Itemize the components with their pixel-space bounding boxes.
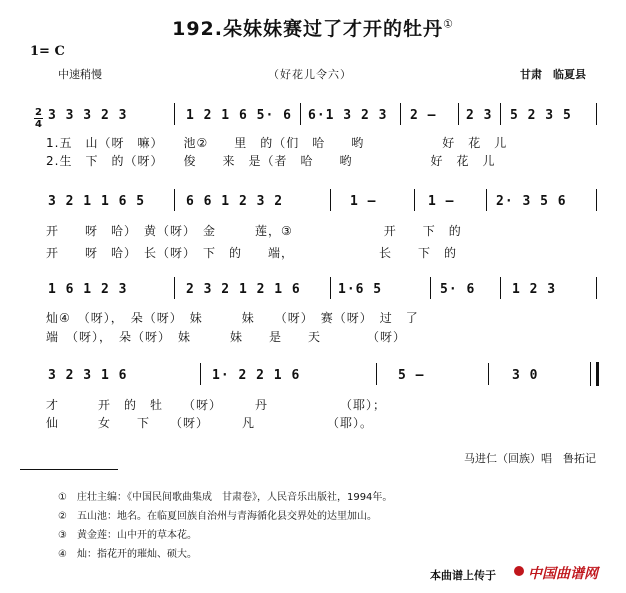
- measure-6: 5 2 3 5: [510, 108, 572, 123]
- lyric-verse-2: 开 呀 哈） 长（呀） 下 的 端， 长 下 的: [46, 246, 458, 260]
- tempo-marking: 中速稍慢: [58, 68, 102, 81]
- performer-credit: 马进仁（回族）唱 鲁拓记: [464, 452, 596, 465]
- measure-18: 1· 2 2 1 6: [212, 368, 301, 383]
- measure-11: 2· 3 5 6: [496, 194, 567, 209]
- footnote-1: ① 庄壮主编：《中国民间歌曲集成 甘肃卷》，人民音乐出版社，1994年。: [58, 492, 393, 503]
- measure-15: 5· 6: [440, 282, 476, 297]
- time-signature: 2 4: [35, 107, 42, 130]
- song-origin: 甘肃 临夏县: [520, 68, 586, 81]
- measure-7: 3 2 1 1 6 5: [48, 194, 146, 209]
- measure-5: 2 3: [466, 108, 493, 123]
- measure-16: 1 2 3: [512, 282, 557, 297]
- measure-9: 1 –: [350, 194, 377, 209]
- measure-17: 3 2 3 1 6: [48, 368, 128, 383]
- lyric-verse-1: 才 开 的 牡 （呀） 丹 （耶）；: [46, 398, 387, 412]
- measure-12: 1 6 1 2 3: [48, 282, 128, 297]
- footnote-3: ③ 黄金莲：山中开的草本花。: [58, 530, 197, 541]
- measure-3: 6·1 3 2 3: [308, 108, 388, 123]
- lyric-verse-2: 仙 女 下 （呀） 凡 （耶）。: [46, 416, 374, 430]
- upload-notice: 本曲谱上传于: [430, 569, 496, 582]
- measure-1: 3 3 3 2 3: [48, 108, 128, 123]
- measure-19: 5 –: [398, 368, 425, 383]
- site-logo[interactable]: 中国曲谱网: [528, 566, 598, 582]
- measure-2: 1 2 1 6 5· 6: [186, 108, 292, 123]
- site-logo-icon: [514, 566, 524, 576]
- measure-13: 2 3 2 1 2 1 6: [186, 282, 301, 297]
- footnote-divider: [20, 469, 118, 470]
- lyric-verse-2: 端 （呀）， 朵（呀） 妹 妹 是 天 （呀）: [46, 330, 407, 344]
- key-signature: 1= C: [30, 44, 65, 59]
- measure-10: 1 –: [428, 194, 455, 209]
- tune-name: （好花儿令六）: [268, 68, 352, 81]
- lyric-verse-2: 2.生 下 的（呀） 俊 来 是（者 哈 哟 好 花 儿: [46, 154, 496, 168]
- lyric-verse-1: 1.五 山（呀 嘛） 池② 里 的（们 哈 哟 好 花 儿: [46, 136, 508, 150]
- page-title: 192.朵妹妹赛过了才开的牡丹①: [172, 17, 454, 40]
- lyric-verse-1: 灿④ （呀）， 朵（呀） 妹 妹 （呀） 赛（呀） 过 了: [46, 311, 419, 325]
- measure-4: 2 –: [410, 108, 437, 123]
- measure-14: 1·6 5: [338, 282, 383, 297]
- footnote-4: ④ 灿：指花开的璀灿、硕大。: [58, 549, 197, 560]
- measure-20: 3 0: [512, 368, 539, 383]
- lyric-verse-1: 开 呀 哈） 黄（呀） 金 莲，③ 开 下 的: [46, 224, 462, 238]
- measure-8: 6 6 1 2 3 2: [186, 194, 284, 209]
- footnote-2: ② 五山池：地名。在临夏回族自治州与青海循化县交界处的达里加山。: [58, 511, 377, 522]
